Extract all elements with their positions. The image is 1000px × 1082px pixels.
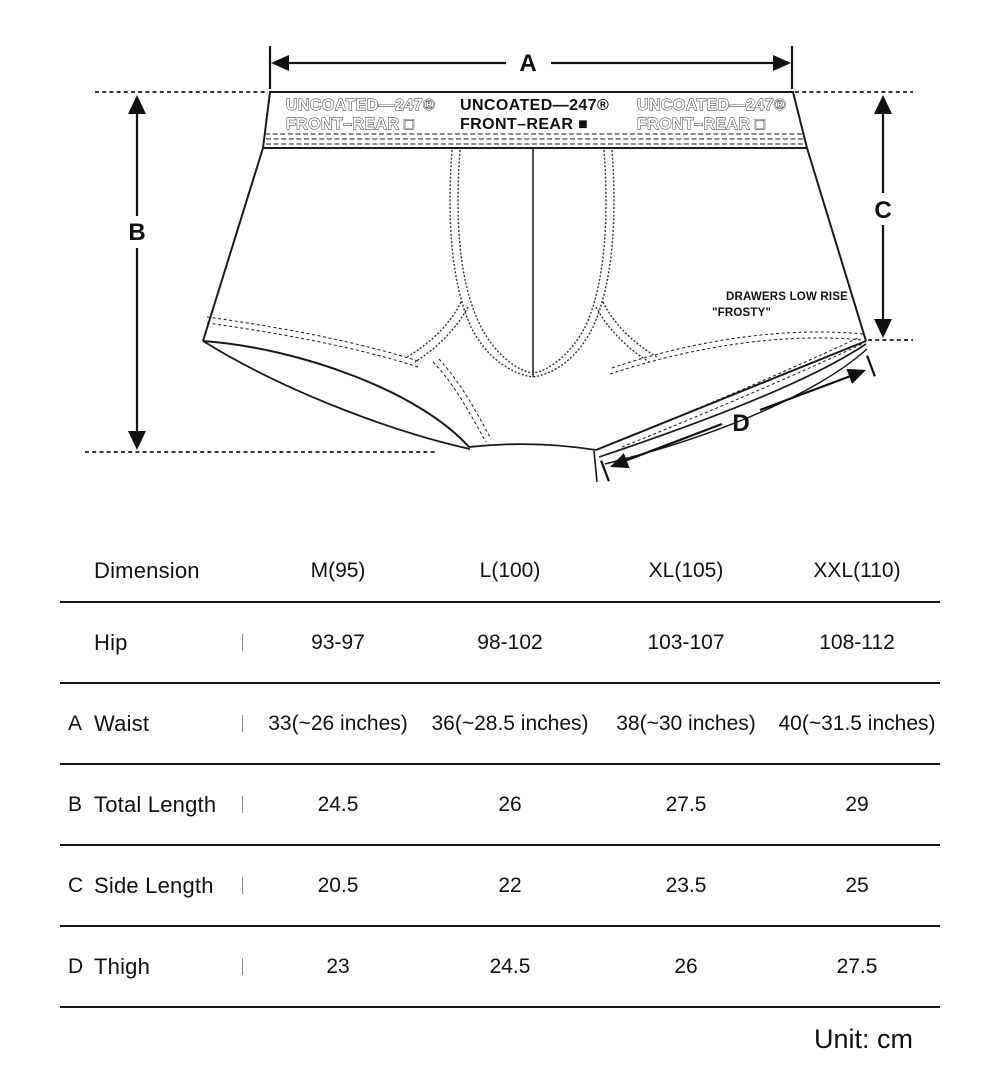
table-row-side-length xyxy=(60,846,940,927)
column-header-xxl: XXL(110) xyxy=(813,558,901,582)
dimension-label-d: D xyxy=(732,410,750,437)
d-extension-line xyxy=(594,451,597,482)
table-row-hip xyxy=(60,603,940,684)
row-letter: A xyxy=(68,711,83,735)
row-value: 29 xyxy=(845,792,869,816)
row-value: 25 xyxy=(845,873,869,897)
row-value: 33(~26 inches) xyxy=(268,711,408,735)
table-row-thigh xyxy=(60,927,940,1008)
product-text-line2: "FROSTY" xyxy=(712,307,772,319)
row-value: 93-97 xyxy=(311,630,365,654)
row-letter: C xyxy=(68,873,84,897)
row-value: 22 xyxy=(498,873,522,897)
row-value: 26 xyxy=(498,792,522,816)
row-label: Hip xyxy=(94,629,128,655)
dimension-label-b: B xyxy=(128,219,146,246)
table-row-total-length xyxy=(60,765,940,846)
left-leg-hem-bottom xyxy=(203,341,470,449)
fly-stitch-band xyxy=(407,150,657,377)
row-value: 23.5 xyxy=(665,873,707,897)
unit-note: Unit: cm xyxy=(813,1024,913,1054)
row-value: 27.5 xyxy=(836,954,878,978)
row-letter: B xyxy=(68,792,83,816)
row-value: 103-107 xyxy=(647,630,725,654)
row-letter: D xyxy=(68,954,84,978)
row-label: Thigh xyxy=(94,953,151,979)
row-value: 26 xyxy=(674,954,698,978)
waistband-text-right-line2: FRONT–REAR □ xyxy=(637,116,766,133)
waistband-text-center-line1: UNCOATED—247® xyxy=(460,97,610,114)
size-table xyxy=(60,540,940,1008)
separator-tick xyxy=(242,796,243,813)
separator-tick xyxy=(242,634,243,651)
row-value: 108-112 xyxy=(819,630,895,654)
row-label: Side Length xyxy=(94,872,214,898)
row-value: 40(~31.5 inches) xyxy=(778,711,936,735)
waistband-text-right-line1: UNCOATED—247® xyxy=(637,97,787,114)
row-value: 27.5 xyxy=(665,792,707,816)
column-header-m: M(95) xyxy=(310,558,366,582)
row-value: 24.5 xyxy=(489,954,531,978)
column-header-xl: XL(105) xyxy=(648,558,724,582)
waistband-text-center-line2: FRONT–REAR ■ xyxy=(460,116,589,133)
row-value: 23 xyxy=(326,954,350,978)
table-row-waist xyxy=(60,684,940,765)
row-value: 20.5 xyxy=(317,873,359,897)
garment-drawing xyxy=(203,92,867,482)
dimension-b xyxy=(128,95,146,450)
row-label: Total Length xyxy=(94,791,217,817)
crotch-curve xyxy=(469,444,596,450)
waistband-text-left-line1: UNCOATED—247® xyxy=(286,97,436,114)
body-left-side xyxy=(203,148,263,341)
separator-tick xyxy=(242,958,243,975)
left-leg-hem-top xyxy=(203,341,469,447)
separator-tick xyxy=(242,877,243,894)
waistband-text-left-line2: FRONT–REAR □ xyxy=(286,116,415,133)
garment-diagram xyxy=(0,0,1000,510)
table-header-row xyxy=(60,540,940,603)
dimension-label-a: A xyxy=(519,50,537,77)
body-right-side xyxy=(807,148,866,341)
product-text-line1: DRAWERS LOW RISE xyxy=(726,291,849,303)
row-value: 98-102 xyxy=(477,630,543,654)
row-value: 38(~30 inches) xyxy=(616,711,756,735)
dimension-label-c: C xyxy=(874,197,892,224)
column-header-l: L(100) xyxy=(479,558,541,582)
separator-tick xyxy=(242,715,243,732)
row-label: Waist xyxy=(94,710,150,736)
column-header-dimension: Dimension xyxy=(94,557,200,583)
row-value: 24.5 xyxy=(317,792,359,816)
row-value: 36(~28.5 inches) xyxy=(431,711,589,735)
